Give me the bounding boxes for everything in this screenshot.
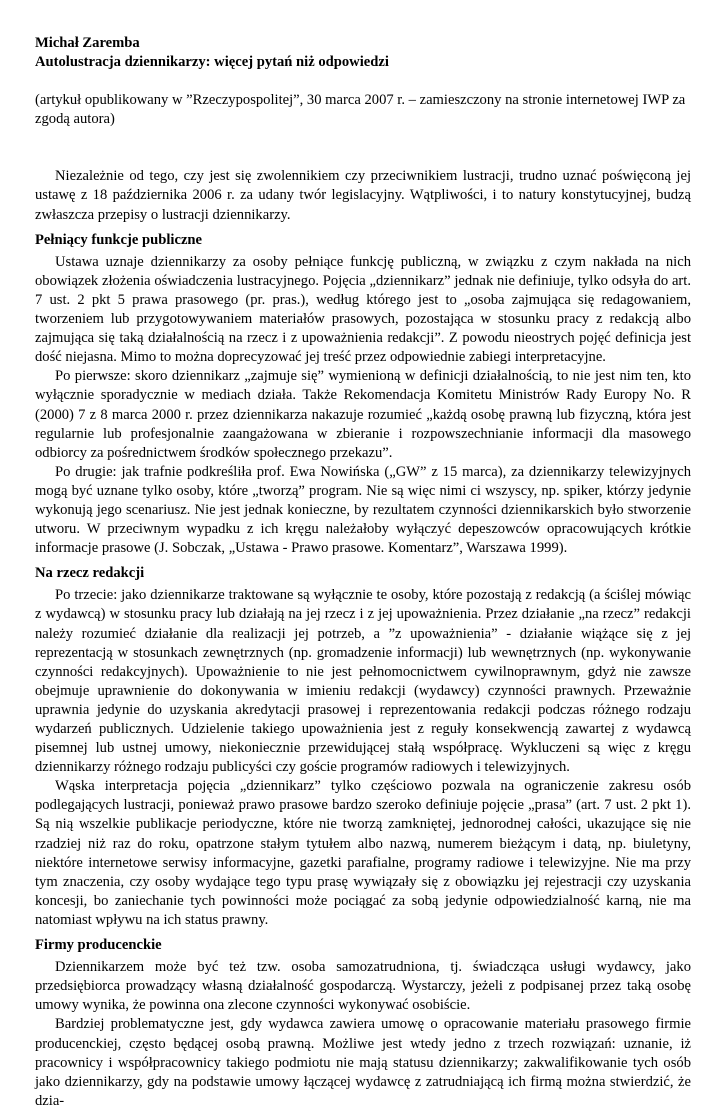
section-heading: Firmy producenckie [35,937,162,954]
article-title: Autolustracja dziennikarzy: więcej pytań niż odpowiedzi [35,54,389,71]
body-paragraph: Po drugie: jak trafnie podkreśliła prof. Ewa Nowińska („GW” z 15 marca), za dziennikarzy telewizyjnych mogą być uznane tylko osoby, które „tworzą” program. Nie są więc nimi ci wszyscy, np. spiker, którzy jedynie wykonują jego scenariusz. Nie jest jednak konieczne, by rezultatem czynności dziennikarskich było stworzenie utworu. W przeciwnym wypadku z ich kręgu należałoby wyłączyć depeszowców opracowujących krótkie informacje prasowe (J. Sobczak, „Ustawa - Prawo prasowe. Komentarz”, Warszawa 1999). [35,463,691,557]
body-paragraph: Po trzecie: jako dziennikarze traktowane są wyłącznie te osoby, które pozostają z redakcją (a ściślej mówiąc z wydawcą) w stosunku pracy lub działają na jej rzecz i z jej upoważnienia. Przez działanie „na rzecz” redakcji należy rozumieć działanie dla realizacji jej potrzeb, a ”z upoważnienia” - działanie wiążące się z jej reprezentacją w stosunkach zewnętrznych (np. gromadzenie informacji) lub wewnętrznych (np. wykonywanie czynności redakcyjnych). Upoważnienie to nie jest pełnomocnictwem cywilnoprawnym, gdyż nie zawsze obejmuje uprawnienie do dokonywania w imieniu redakcji (wydawcy) czynności prawnych. Przeważnie uprawnia jedynie do uzyskania akredytacji prasowej i reprezentowania redakcji podczas różnego rodzaju wydarzeń publicznych. Udzielenie takiego upoważnienia jest z reguły konsekwencją zawartej z wydawcą pisemnej lub ustnej umowy, niekoniecznie przewidującej stałą współpracę. Wykluczeni są więc z kręgu dziennikarzy różnego rodzaju publicyści czy goście programów radiowych i telewizyjnych. [35,587,691,776]
section-heading: Pełniący funkcje publiczne [35,231,203,248]
body-paragraph: Wąska interpretacja pojęcia „dziennikarz” tylko częściowo pozwala na ograniczenie zakresu osób podlegających lustracji, ponieważ prawo prasowe bardzo szeroko definiuje pojęcie „prasa” (art. 7 ust. 2 pkt 1). Są nią wszelkie publikacje periodyczne, które nie tworzą zamkniętej, jednorodnej całości, ukazujące się nie rzadziej niż raz do roku, opatrzone stałym tytułem albo nazwą, numerem bieżącym i datą, np. biuletyny, niektóre internetowe serwisy informacyjne, gazetki parafialne, programy radiowe i telewizyjne. Nie ma przy tym znaczenia, czy osoby wydające tego typu prasę wywiązały się z obowiązku jej rejestracji czy uzyskania koncesji, bo zaniechanie tych powinności może pociągać za sobą jedynie odpowiedzialność karną, nie ma natomiast wpływu na ich status prawny. [35,778,691,928]
author-name: Michał Zaremba [35,35,140,51]
body-paragraph: Ustawa uznaje dziennikarzy za osoby pełniące funkcję publiczną, w związku z czym nakłada na nich obowiązek złożenia oświadczenia lustracyjnego. Pojęcia „dziennikarz” jednak nie definiuje, tylko odsyła do art. 7 ust. 2 pkt 5 prawa prasowego (pr. pras.), według którego jest to „osoba zajmująca się redagowaniem, tworzeniem lub przygotowywaniem materiałów prasowych, pozostająca w stosunku pracy z redakcją albo zajmująca się taką działalnością na rzecz i z upoważnienia redakcji”. Z powodu nieostrych pojęć definicja jest dość niejasna. Mimo to można doprecyzować jej treść przez odpowiednie zabiegi interpretacyjne. [35,253,691,366]
body-paragraph: Dziennikarzem może być też tzw. osoba samozatrudniona, tj. świadcząca usługi wydawcy, jako przedsiębiorca prowadzący własną działalność gospodarczą. Wystarczy, jeżeli z podpisanej przez taką osobę umowy wynika, że powinna ona zlecone czynności wykonywać osobiście. [35,959,691,1014]
intro-paragraph: Niezależnie od tego, czy jest się zwolennikiem czy przeciwnikiem lustracji, trudno uznać poświęconą jej ustawę z 18 października 2006 r. za udany twór legislacyjny. Wątpliwości, i to natury konstytucyjnej, budzą zwłaszcza przepisy o lustracji dziennikarzy. [35,168,691,223]
body-paragraph: Po pierwsze: skoro dziennikarz „zajmuje się” wymienioną w definicji działalnością, to nie jest nim ten, kto wyłącznie sporadycznie w mediach działa. Także Rekomendacja Komitetu Ministrów Rady Europy No. R (2000) 7 z 8 marca 2000 r. przez dziennikarza nakazuje rozumieć „każdą osobę prawną lub fizyczną, która jest regularnie lub profesjonalnie zaangażowana w zbieranie i rozpowszechnianie informacji dla masowego odbiorcy za pośrednictwem środków społecznego przekazu”. [35,368,691,461]
body-paragraph: Bardziej problematyczne jest, gdy wydawca zawiera umowę o opracowanie materiału prasowego firmie producenckiej, często będącej osobą prawną. Możliwe jest wtedy jedno z trzech rozwiązań: uznanie, iż pracownicy i współpracownicy takiego podmiotu nie mają statusu dziennikarzy; zakwalifikowanie tych osób jako dziennikarzy, gdy na podstawie umowy łączącej wydawcę z zatrudniającą ich firmą można stwierdzić, że dzia- [35,1016,691,1109]
section-heading: Na rzecz redakcji [35,565,145,582]
publication-note: (artykuł opublikowany w ”Rzeczypospolitej”, 30 marca 2007 r. – zamieszczony na stronie internetowej IWP za zgodą autora) [35,92,686,128]
